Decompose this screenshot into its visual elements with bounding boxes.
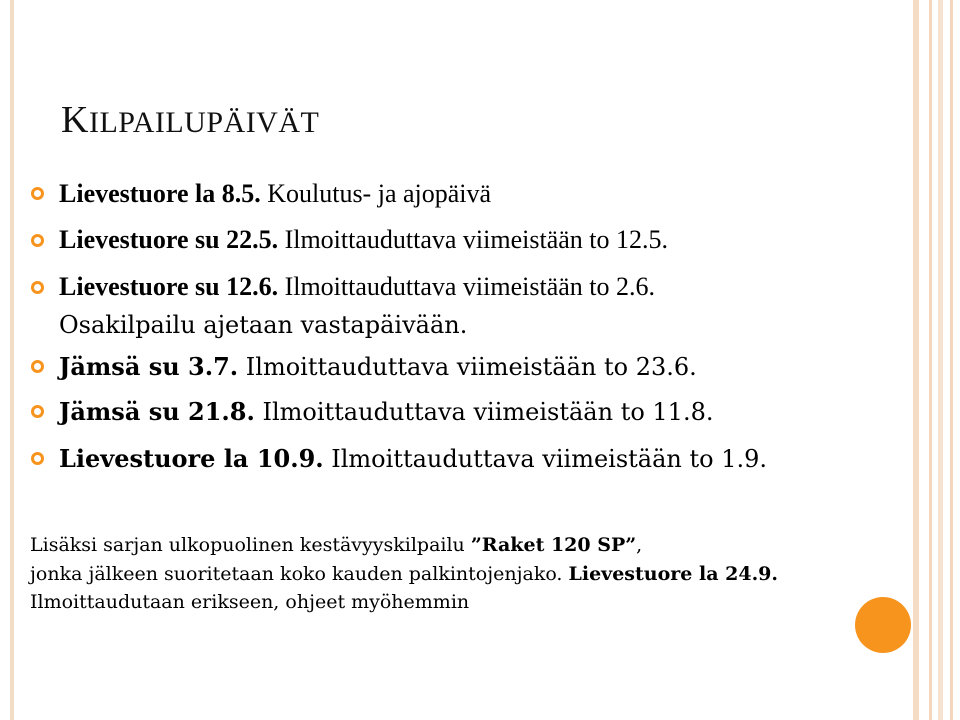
bullet-icon xyxy=(31,452,44,465)
right-decorative-stripe xyxy=(929,0,932,720)
list-item-text xyxy=(59,397,713,426)
bullet-icon xyxy=(31,281,44,294)
event-date: Lievestuore la 8.5. xyxy=(59,179,261,208)
footer-text: Lisäksi sarjan ulkopuolinen kestävyyskilpailu xyxy=(30,534,471,556)
title-rest: ILPAILUPÄIVÄT xyxy=(88,106,320,139)
event-date: Jämsä su 3.7. xyxy=(59,352,239,381)
footer-line-1 xyxy=(30,534,642,556)
list-item-text xyxy=(59,352,697,381)
footer-line-3: Ilmoittaudutaan erikseen, ohjeet myöhemmin xyxy=(30,591,470,613)
list-item-text xyxy=(59,225,668,255)
footer-event-date: Lievestuore la 24.9. xyxy=(568,563,779,585)
list-item-text xyxy=(59,272,655,302)
event-note: Koulutus- ja ajopäivä xyxy=(260,179,492,208)
list-item-text xyxy=(59,444,767,473)
list-item-subtext: Osakilpailu ajetaan vastapäivään. xyxy=(59,311,468,339)
footer-line-2 xyxy=(30,563,778,585)
event-note: Ilmoittauduttava viimeistään to 11.8. xyxy=(254,398,714,426)
event-date: Lievestuore su 12.6. xyxy=(59,272,279,301)
bullet-icon xyxy=(31,234,44,247)
footer-text: jonka jälkeen suoritetaan koko kauden palkintojenjako. xyxy=(30,563,569,585)
right-decorative-stripe xyxy=(950,0,953,720)
list-item-text xyxy=(59,179,491,209)
right-decorative-stripe xyxy=(938,0,943,720)
footer-event-name: ”Raket 120 SP” xyxy=(470,534,637,556)
slide-title xyxy=(61,98,319,142)
event-note: Ilmoittauduttava viimeistään to 2.6. xyxy=(278,272,656,301)
left-decorative-border xyxy=(10,0,14,720)
right-decorative-stripe xyxy=(913,0,919,720)
bullet-icon xyxy=(31,360,44,373)
event-note: Ilmoittauduttava viimeistään to 1.9. xyxy=(323,445,768,473)
bullet-icon xyxy=(31,405,44,418)
event-date: Lievestuore su 22.5. xyxy=(59,225,279,254)
orange-circle-decoration xyxy=(855,597,911,653)
event-note: Ilmoittauduttava viimeistään to 12.5. xyxy=(278,225,669,254)
event-note: Ilmoittauduttava viimeistään to 23.6. xyxy=(238,353,697,381)
title-first-letter: K xyxy=(61,99,89,141)
event-date: Jämsä su 21.8. xyxy=(59,397,255,426)
footer-comma: , xyxy=(636,534,643,556)
bullet-icon xyxy=(31,187,44,200)
event-date: Lievestuore la 10.9. xyxy=(59,444,324,473)
